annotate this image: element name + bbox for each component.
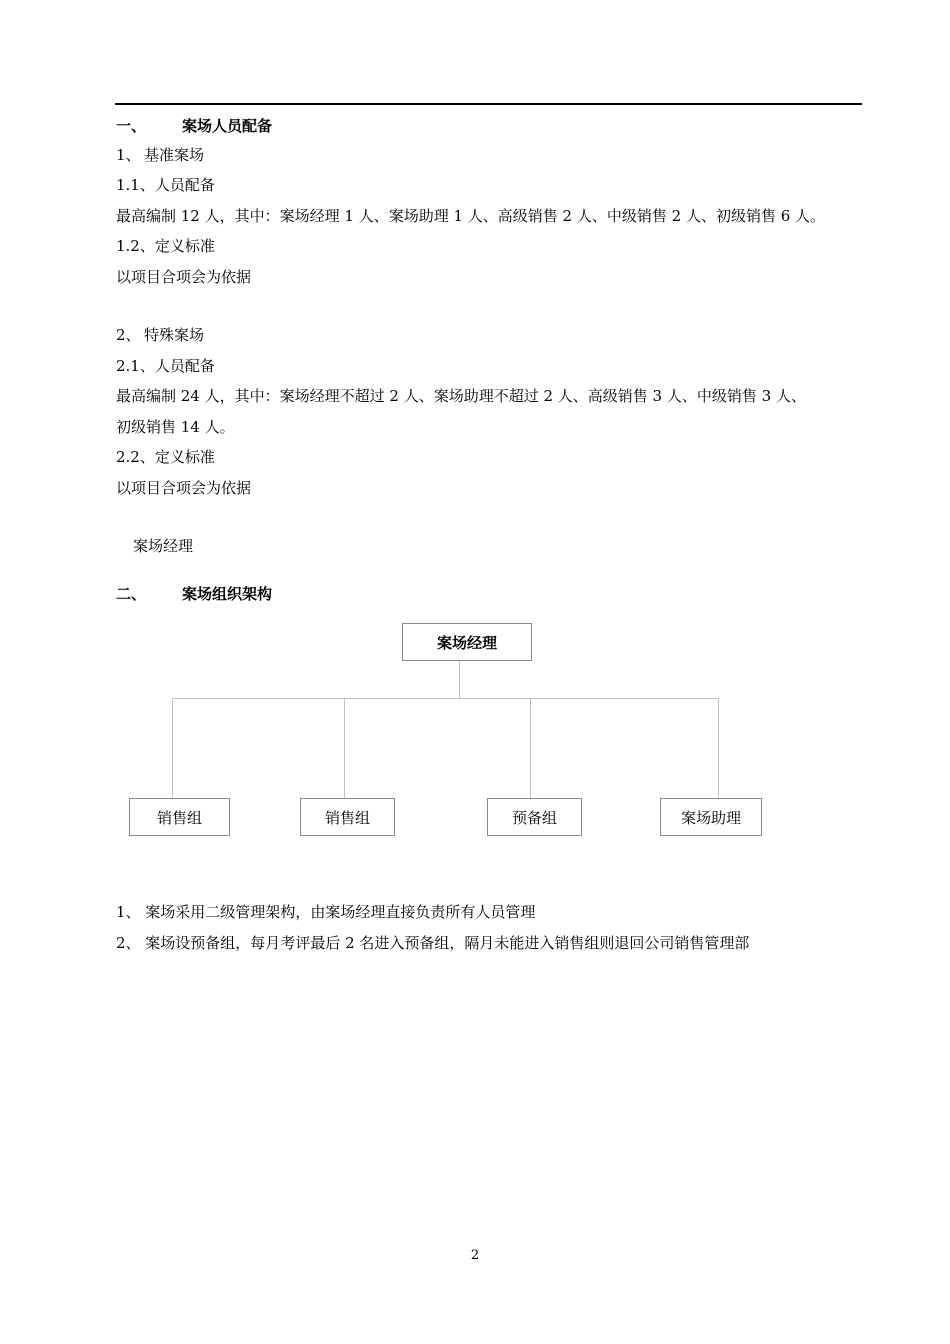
sub2-title: 特殊案场: [144, 326, 205, 344]
sub2-p2: 以项目合项会为依据: [116, 479, 252, 497]
section2-number: 二、: [116, 585, 147, 603]
sub2-p1b: 初级销售 14 人。: [116, 418, 235, 436]
section1-title: 案场人员配备: [182, 117, 273, 135]
sub2-number: 2、: [116, 326, 141, 344]
section2-heading: [116, 584, 272, 604]
sub2-h1: 2.1、人员配备: [116, 357, 215, 375]
connector-horizontal: [172, 698, 719, 699]
sub1-h1: 1.1、人员配备: [116, 176, 215, 194]
sub2-p1a: 最高编制 24 人，其中：案场经理不超过 2 人、案场助理不超过 2 人、高级销售 3 人、中级销售 3 人、: [116, 387, 806, 405]
org-child-2-box: 销售组: [300, 798, 395, 836]
org-child-3-box: 预备组: [487, 798, 582, 836]
section2-title: 案场组织架构: [182, 585, 273, 603]
connector-child-4: [718, 698, 719, 798]
sub1-number: 1、: [116, 146, 141, 164]
page-number: 2: [470, 1248, 480, 1263]
sub1-title: 基准案场: [144, 146, 205, 164]
sub1-p1: 最高编制 12 人，其中：案场经理 1 人、案场助理 1 人、高级销售 2 人、中级销售 2 人、初级销售 6 人。: [116, 207, 826, 225]
sub2-h2: 2.2、定义标准: [116, 448, 215, 466]
org-child-1-box: 销售组: [129, 798, 230, 836]
connector-child-2: [344, 698, 345, 798]
connector-child-3: [530, 698, 531, 798]
org-child-4-box: 案场助理: [660, 798, 762, 836]
stray-label: 案场经理: [133, 537, 194, 555]
connector-child-1: [172, 698, 173, 798]
org-root-box: 案场经理: [402, 623, 532, 661]
connector-root-down: [459, 660, 460, 698]
note-1: 1、 案场采用二级管理架构，由案场经理直接负责所有人员管理: [116, 903, 536, 921]
section1-heading: [116, 116, 272, 136]
note-2: 2、 案场设预备组，每月考评最后 2 名进入预备组，隔月未能进入销售组则退回公司销售管理部: [116, 934, 750, 952]
header-rule: [115, 103, 862, 105]
sub1-heading: [116, 145, 204, 165]
sub2-heading: [116, 325, 204, 345]
sub1-p2: 以项目合项会为依据: [116, 268, 252, 286]
section1-number: 一、: [116, 117, 147, 135]
sub1-h2: 1.2、定义标准: [116, 237, 215, 255]
